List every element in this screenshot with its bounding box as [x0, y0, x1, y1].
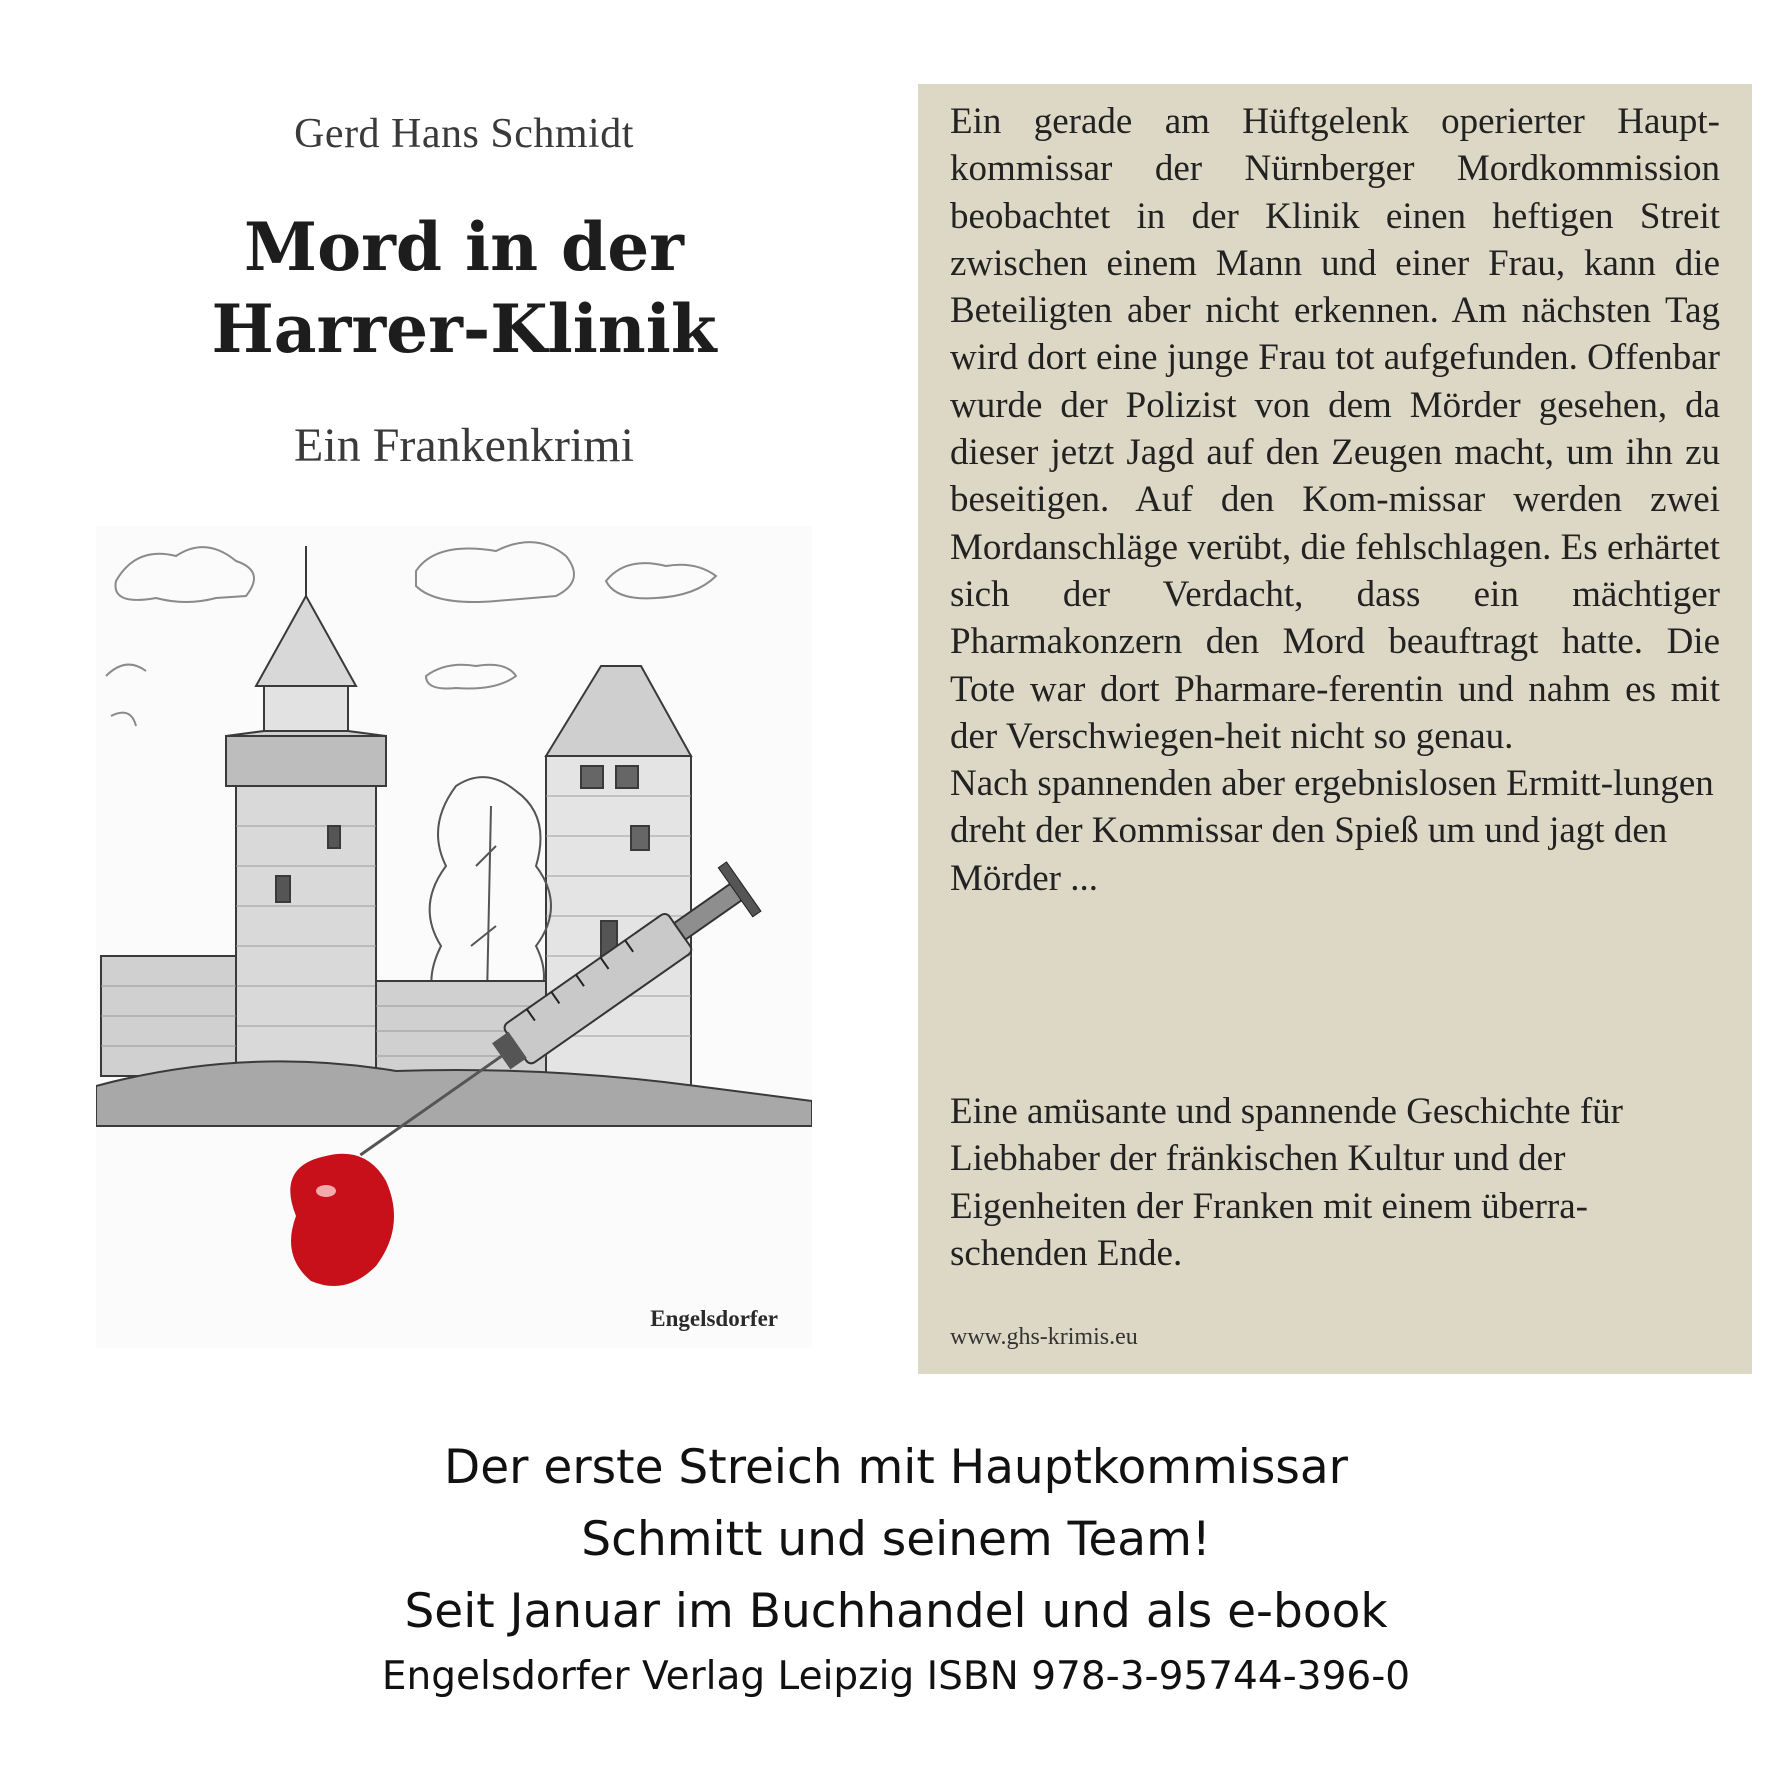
author-website: www.ghs-krimis.eu — [950, 1324, 1138, 1350]
cover-author: Gerd Hans Schmidt — [294, 111, 634, 157]
cover-title — [96, 206, 832, 370]
promo-text — [0, 1432, 1792, 1706]
book-cover — [96, 96, 832, 1356]
blurb-paragraph-1: Ein gerade am Hüftgelenk operierter Haupt-kommissar der Nürnberger Mordkommission beobachtet in der Klinik einen heftigen Streit zwischen einem Mann und einer Frau, kann die Beteiligten aber nicht erkennen. Am nächsten Tag wird dort eine junge Frau tot aufgefunden. Offenbar wurde der Polizist von dem Mörder gesehen, da dieser jetzt Jagd auf den Zeugen macht, um ihn zu beseitigen. Auf den Kom-missar werden zwei Mordanschläge verübt, die fehlschlagen. Es erhärtet sich der Verdacht, dass ein mächtiger Pharmakonzern den Mord beauftragt hatte. Die Tote war dort Pharmare-ferentin und nahm es mit der Verschwiegen-heit nicht so genau. — [950, 101, 1720, 757]
cover-subtitle: Ein Frankenkrimi — [294, 419, 634, 472]
blurb-text — [950, 98, 1720, 902]
blurb-panel — [918, 84, 1752, 1374]
castle-drawing — [96, 526, 812, 1348]
publisher-logo: Engelsdorfer — [650, 1306, 778, 1331]
blurb-paragraph-2: Nach spannenden aber ergebnislosen Ermitt-lungen dreht der Kommissar den Spieß um und jagt den Mörder ... — [950, 763, 1714, 899]
promo-line-1: Der erste Streich mit Hauptkommissar — [444, 1440, 1348, 1495]
promo-line-2: Schmitt und seinem Team! — [581, 1512, 1211, 1567]
cover-title-line-2: Harrer-Klinik — [211, 290, 717, 368]
promo-line-isbn: Engelsdorfer Verlag Leipzig ISBN 978-3-95744-396-0 — [381, 1654, 1411, 1699]
cover-illustration — [96, 526, 812, 1348]
blurb-tagline: Eine amüsante und spannende Geschichte für Liebhaber der fränkischen Kultur und der Eigenheiten der Franken mit einem überra-schenden Ende. — [950, 1091, 1623, 1274]
cover-title-line-1: Mord in der — [244, 208, 684, 286]
promo-line-3: Seit Januar im Buchhandel und als e-book — [404, 1584, 1388, 1639]
